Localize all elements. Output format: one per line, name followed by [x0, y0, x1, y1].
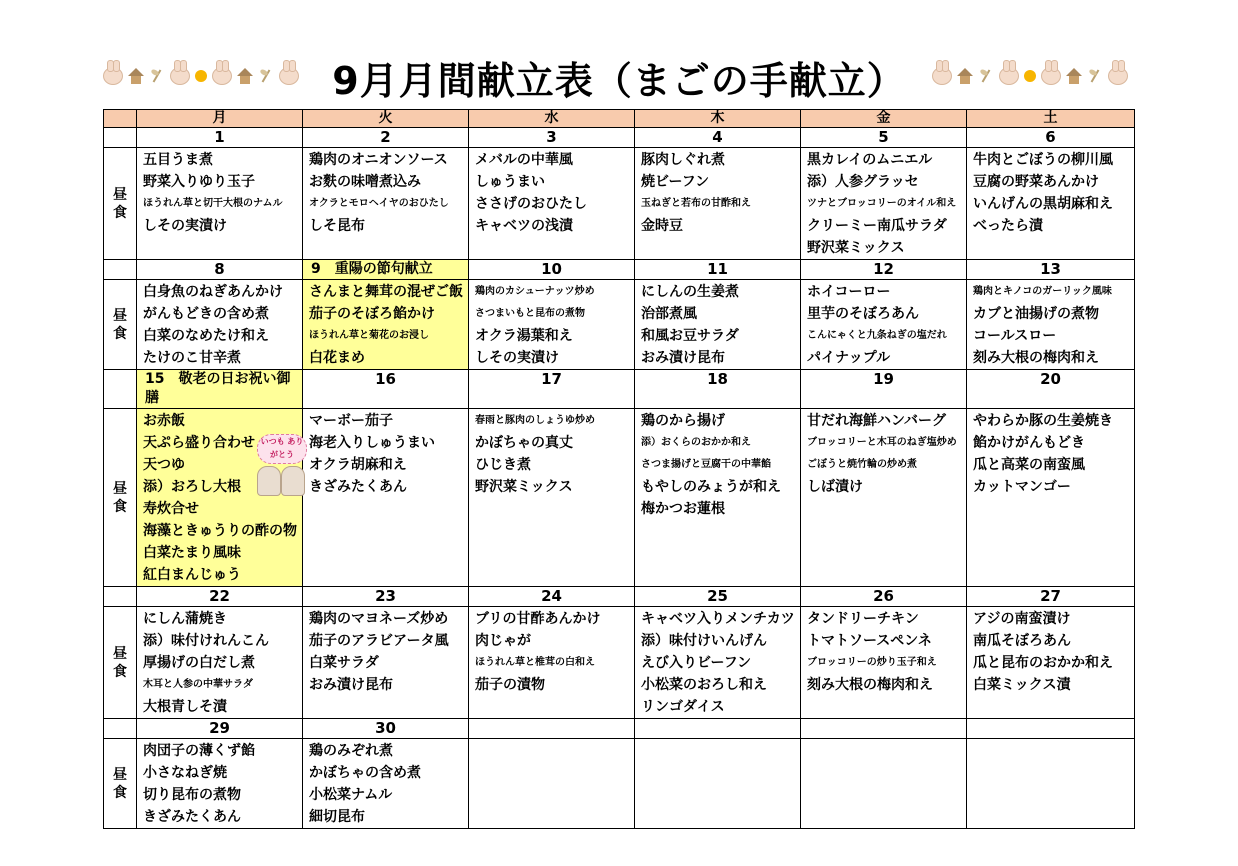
- menu-item: 茄子の漬物: [475, 677, 545, 693]
- date-cell: 10: [469, 260, 635, 280]
- menu-item: 野沢菜ミックス: [475, 479, 573, 495]
- menu-item: 治部煮風: [641, 306, 697, 322]
- menu-cell: [469, 739, 635, 829]
- menu-item: 茄子のアラビアータ風: [309, 633, 449, 649]
- date-cell: 6: [967, 128, 1135, 148]
- meal-label-text: 昼食: [113, 307, 127, 342]
- date-cell: [635, 719, 801, 739]
- date-cell: 3: [469, 128, 635, 148]
- menu-cell: [469, 607, 635, 719]
- menu-item: しそ昆布: [309, 218, 365, 234]
- menu-item: 五目うま煮: [143, 152, 213, 168]
- menu-item: 白菜たまり風味: [143, 545, 241, 561]
- menu-item: 白菜ミックス漬: [973, 677, 1071, 693]
- menu-cell: [635, 280, 801, 370]
- meal-label: [104, 280, 137, 370]
- menu-cell: [801, 148, 967, 260]
- menu-item: 細切昆布: [309, 809, 365, 825]
- menu-row: [104, 739, 1135, 829]
- menu-item: 黒カレイのムニエル: [807, 152, 933, 168]
- menu-item: 牛肉とごぼうの柳川風: [973, 152, 1113, 168]
- menu-item: きざみたくあん: [143, 809, 241, 825]
- menu-item: 海老入りしゅうまい: [309, 435, 435, 451]
- date-cell: [967, 719, 1135, 739]
- menu-item: もやしのみょうが和え: [641, 479, 781, 495]
- menu-cell: [303, 409, 469, 587]
- menu-item: 豆腐の野菜あんかけ: [973, 174, 1099, 190]
- date-cell: 22: [137, 587, 303, 607]
- menu-item: 茄子のそぼろ餡かけ: [309, 306, 435, 322]
- meal-label: [104, 607, 137, 719]
- menu-item: 肉団子の薄くず餡: [143, 743, 255, 759]
- menu-item: えび入りビーフン: [641, 655, 752, 671]
- menu-item: 春雨と豚肉のしょうゆ炒め: [475, 415, 595, 426]
- date-cell: 11: [635, 260, 801, 280]
- date-row: [104, 587, 1135, 607]
- menu-item: オクラ湯葉和え: [475, 328, 573, 344]
- menu-item: 白花まめ: [309, 350, 365, 366]
- menu-item: 白菜サラダ: [309, 655, 379, 671]
- menu-item: カットマンゴー: [973, 479, 1071, 495]
- date-cell: 30: [303, 719, 469, 739]
- date-cell: 9 重陽の節句献立: [303, 260, 469, 280]
- menu-item: 添）おくらのおかか和え: [641, 437, 751, 448]
- weekday-header: 土: [967, 110, 1135, 128]
- menu-item: パイナップル: [807, 350, 891, 366]
- menu-cell: [469, 280, 635, 370]
- weekday-header: 火: [303, 110, 469, 128]
- menu-item: 玉ねぎと若布の甘酢和え: [641, 198, 751, 209]
- menu-cell: [635, 607, 801, 719]
- menu-item: 梅かつお蓮根: [641, 501, 725, 517]
- menu-cell: [801, 280, 967, 370]
- menu-cell: [303, 148, 469, 260]
- menu-item: がんもどきの含め煮: [143, 306, 269, 322]
- menu-item: メバルの中華風: [475, 152, 573, 168]
- elder-icon: [281, 466, 305, 496]
- menu-item: ほうれん草と切干大根のナムル: [143, 198, 283, 209]
- date-cell: 29: [137, 719, 303, 739]
- menu-item: 小松菜のおろし和え: [641, 677, 767, 693]
- menu-item: キャベツの浅漬: [475, 218, 573, 234]
- menu-item: かぼちゃの含め煮: [309, 765, 421, 781]
- date-row-corner: [104, 370, 137, 409]
- menu-item: 鶏肉とキノコのガーリック風味: [973, 286, 1112, 297]
- title-area: [0, 46, 1238, 106]
- menu-item: コールスロー: [973, 328, 1057, 344]
- menu-item: べったら漬: [973, 218, 1043, 234]
- menu-item: かぼちゃの真丈: [475, 435, 573, 451]
- menu-item: 里芋のそぼろあん: [807, 306, 919, 322]
- menu-item: 刻み大根の梅肉和え: [973, 350, 1099, 366]
- menu-item: タンドリーチキン: [807, 611, 919, 627]
- date-cell: 12: [801, 260, 967, 280]
- menu-cell: [635, 409, 801, 587]
- meal-label: [104, 739, 137, 829]
- menu-item: 小松菜ナムル: [309, 787, 393, 803]
- menu-item: 寿炊合せ: [143, 501, 199, 517]
- meal-label: [104, 148, 137, 260]
- menu-item: ごぼうと焼竹輪の炒め煮: [807, 459, 917, 470]
- menu-item: 木耳と人参の中華サラダ: [143, 679, 253, 690]
- date-cell: 2: [303, 128, 469, 148]
- menu-cell: [303, 607, 469, 719]
- menu-item: しば漬け: [807, 479, 863, 495]
- pampas-grass-icon: [1087, 69, 1103, 83]
- menu-item: おみ漬け昆布: [309, 677, 393, 693]
- menu-item: ブロッコリーの炒り玉子和え: [807, 657, 937, 668]
- menu-cell: [635, 148, 801, 260]
- date-cell: 13: [967, 260, 1135, 280]
- date-cell: 5: [801, 128, 967, 148]
- menu-item: 紅白まんじゅう: [143, 567, 241, 583]
- date-cell: 27: [967, 587, 1135, 607]
- menu-item: やわらか豚の生姜焼き: [973, 413, 1113, 429]
- pampas-grass-icon: [978, 69, 994, 83]
- menu-item: 鶏肉のオニオンソース: [309, 152, 448, 168]
- menu-row: [104, 148, 1135, 260]
- menu-item: 和風お豆サラダ: [641, 328, 739, 344]
- menu-item: ブロッコリーと木耳のねぎ塩炒め: [807, 437, 957, 448]
- menu-item: 添）味付けれんこん: [143, 633, 269, 649]
- menu-item: 白身魚のねぎあんかけ: [143, 284, 283, 300]
- date-cell: 18: [635, 370, 801, 409]
- moon-icon: [1024, 70, 1036, 82]
- date-cell: 8: [137, 260, 303, 280]
- decoration-right: [932, 64, 1128, 88]
- menu-item: ツナとブロッコリーのオイル和え: [807, 198, 957, 209]
- menu-item: しゅうまい: [475, 174, 545, 190]
- menu-item: 瓜と高菜の南蛮風: [973, 457, 1085, 473]
- menu-item: 大根青しそ漬: [143, 699, 227, 715]
- rabbit-icon: [932, 67, 952, 85]
- date-row-corner: [104, 128, 137, 148]
- date-cell: 26: [801, 587, 967, 607]
- rabbit-icon: [999, 67, 1019, 85]
- menu-cell: [801, 607, 967, 719]
- menu-item: 鶏のみぞれ煮: [309, 743, 393, 759]
- menu-cell: [137, 280, 303, 370]
- menu-item: オクラ胡麻和え: [309, 457, 407, 473]
- thank-you-bubble: いつも ありがとう: [257, 434, 307, 464]
- menu-item: 焼ビーフン: [641, 174, 710, 190]
- menu-item: 切り昆布の煮物: [143, 787, 241, 803]
- menu-item: 天つゆ: [143, 457, 185, 473]
- weekday-header: 木: [635, 110, 801, 128]
- date-cell: 24: [469, 587, 635, 607]
- date-row-corner: [104, 719, 137, 739]
- date-cell: 20: [967, 370, 1135, 409]
- weekday-header: 金: [801, 110, 967, 128]
- date-cell: 4: [635, 128, 801, 148]
- menu-item: 天ぷら盛り合わせ: [143, 435, 255, 451]
- thank-you-illustration: [255, 434, 307, 500]
- menu-item: しその実漬け: [143, 218, 227, 234]
- menu-item: 餡かけがんもどき: [973, 435, 1085, 451]
- weekday-header: 月: [137, 110, 303, 128]
- menu-item: にしん蒲焼き: [143, 611, 227, 627]
- menu-item: 鶏のから揚げ: [641, 413, 725, 429]
- menu-item: お麩の味噌煮込み: [309, 174, 421, 190]
- menu-row: [104, 280, 1135, 370]
- date-row: [104, 370, 1135, 409]
- elder-icon: [257, 466, 281, 496]
- date-cell: [469, 719, 635, 739]
- date-row: [104, 128, 1135, 148]
- menu-item: お赤飯: [143, 413, 185, 429]
- menu-item: アジの南蛮漬け: [973, 611, 1071, 627]
- menu-item: にしんの生姜煮: [641, 284, 739, 300]
- rabbit-icon: [1108, 67, 1128, 85]
- menu-item: オクラとモロヘイヤのおひたし: [309, 198, 449, 209]
- menu-item: 鶏肉のカシューナッツ炒め: [475, 286, 595, 297]
- menu-item: ほうれん草と椎茸の白和え: [475, 657, 595, 668]
- menu-item: キャベツ入りメンチカツ: [641, 611, 795, 627]
- menu-cell: [137, 739, 303, 829]
- menu-item: 白菜のなめたけ和え: [143, 328, 269, 344]
- menu-item: クリーミー南瓜サラダ: [807, 218, 947, 234]
- menu-cell: [967, 739, 1135, 829]
- menu-item: 肉じゃが: [475, 633, 531, 649]
- menu-item: さんまと舞茸の混ぜご飯: [309, 284, 463, 300]
- meal-label-text: 昼食: [113, 645, 127, 680]
- menu-cell: [967, 280, 1135, 370]
- menu-item: いんげんの黒胡麻和え: [973, 196, 1113, 212]
- menu-item: マーボー茄子: [309, 413, 393, 429]
- menu-item: 野沢菜ミックス: [807, 240, 905, 256]
- menu-item: ホイコーロー: [807, 284, 891, 300]
- menu-cell: [137, 607, 303, 719]
- menu-item: ほうれん草と菊花のお浸し: [309, 330, 429, 341]
- menu-item: 豚肉しぐれ煮: [641, 152, 725, 168]
- menu-item: こんにゃくと九条ねぎの塩だれ: [807, 330, 947, 341]
- date-cell: 23: [303, 587, 469, 607]
- date-cell: 15 敬老の日お祝い御膳: [137, 370, 303, 409]
- menu-cell: [469, 148, 635, 260]
- menu-item: 小さなねぎ焼: [143, 765, 227, 781]
- date-cell: 1: [137, 128, 303, 148]
- menu-item: おみ漬け昆布: [641, 350, 725, 366]
- menu-item: しその実漬け: [475, 350, 559, 366]
- menu-cell: [469, 409, 635, 587]
- menu-item: 野菜入りゆり玉子: [143, 174, 255, 190]
- menu-item: トマトソースペンネ: [807, 633, 932, 649]
- meal-label: [104, 409, 137, 587]
- menu-item: ブリの甘酢あんかけ: [475, 611, 601, 627]
- menu-item: リンゴダイス: [641, 699, 725, 715]
- menu-item: 海藻ときゅうりの酢の物: [143, 523, 297, 539]
- menu-item: 添）味付けいんげん: [641, 633, 767, 649]
- menu-item: 鶏肉のマヨネーズ炒め: [309, 611, 449, 627]
- date-row-corner: [104, 260, 137, 280]
- menu-cell: [303, 280, 469, 370]
- meal-label-text: 昼食: [113, 766, 127, 801]
- meal-label-text: 昼食: [113, 480, 127, 515]
- menu-row: [104, 607, 1135, 719]
- weekday-header-row: [104, 110, 1135, 128]
- menu-item: さつま揚げと豆腐干の中華餡: [641, 459, 771, 470]
- menu-cell: [801, 739, 967, 829]
- menu-item: 厚揚げの白だし煮: [143, 655, 255, 671]
- menu-cell: [967, 148, 1135, 260]
- menu-cell: [303, 739, 469, 829]
- menu-item: きざみたくあん: [309, 479, 407, 495]
- header-corner: [104, 110, 137, 128]
- date-cell: 19: [801, 370, 967, 409]
- page-title: 9月月間献立表（まごの手献立）: [332, 59, 906, 103]
- date-row: [104, 260, 1135, 280]
- menu-cell: [137, 148, 303, 260]
- weekday-header: 水: [469, 110, 635, 128]
- menu-item: たけのこ甘辛煮: [143, 350, 241, 366]
- menu-item: 添）人参グラッセ: [807, 174, 919, 190]
- date-row: [104, 719, 1135, 739]
- offering-icon: [1066, 68, 1082, 84]
- menu-item: さつまいもと昆布の煮物: [475, 308, 585, 319]
- date-row-corner: [104, 587, 137, 607]
- menu-cell: [635, 739, 801, 829]
- menu-cell: [801, 409, 967, 587]
- meal-label-text: 昼食: [113, 186, 127, 221]
- menu-item: ひじき煮: [475, 457, 531, 473]
- date-cell: 17: [469, 370, 635, 409]
- menu-item: ささげのおひたし: [475, 196, 587, 212]
- date-cell: 16: [303, 370, 469, 409]
- menu-item: カブと油揚げの煮物: [973, 306, 1099, 322]
- menu-item: 添）おろし大根: [143, 479, 241, 495]
- menu-item: 刻み大根の梅肉和え: [807, 677, 933, 693]
- menu-item: 甘だれ海鮮ハンバーグ: [807, 413, 947, 429]
- menu-cell: [967, 607, 1135, 719]
- date-cell: 25: [635, 587, 801, 607]
- menu-item: 金時豆: [641, 218, 683, 234]
- menu-item: 南瓜そぼろあん: [973, 633, 1071, 649]
- menu-item: 瓜と昆布のおかか和え: [973, 655, 1113, 671]
- menu-cell: [967, 409, 1135, 587]
- offering-icon: [957, 68, 973, 84]
- date-cell: [801, 719, 967, 739]
- rabbit-icon: [1041, 67, 1061, 85]
